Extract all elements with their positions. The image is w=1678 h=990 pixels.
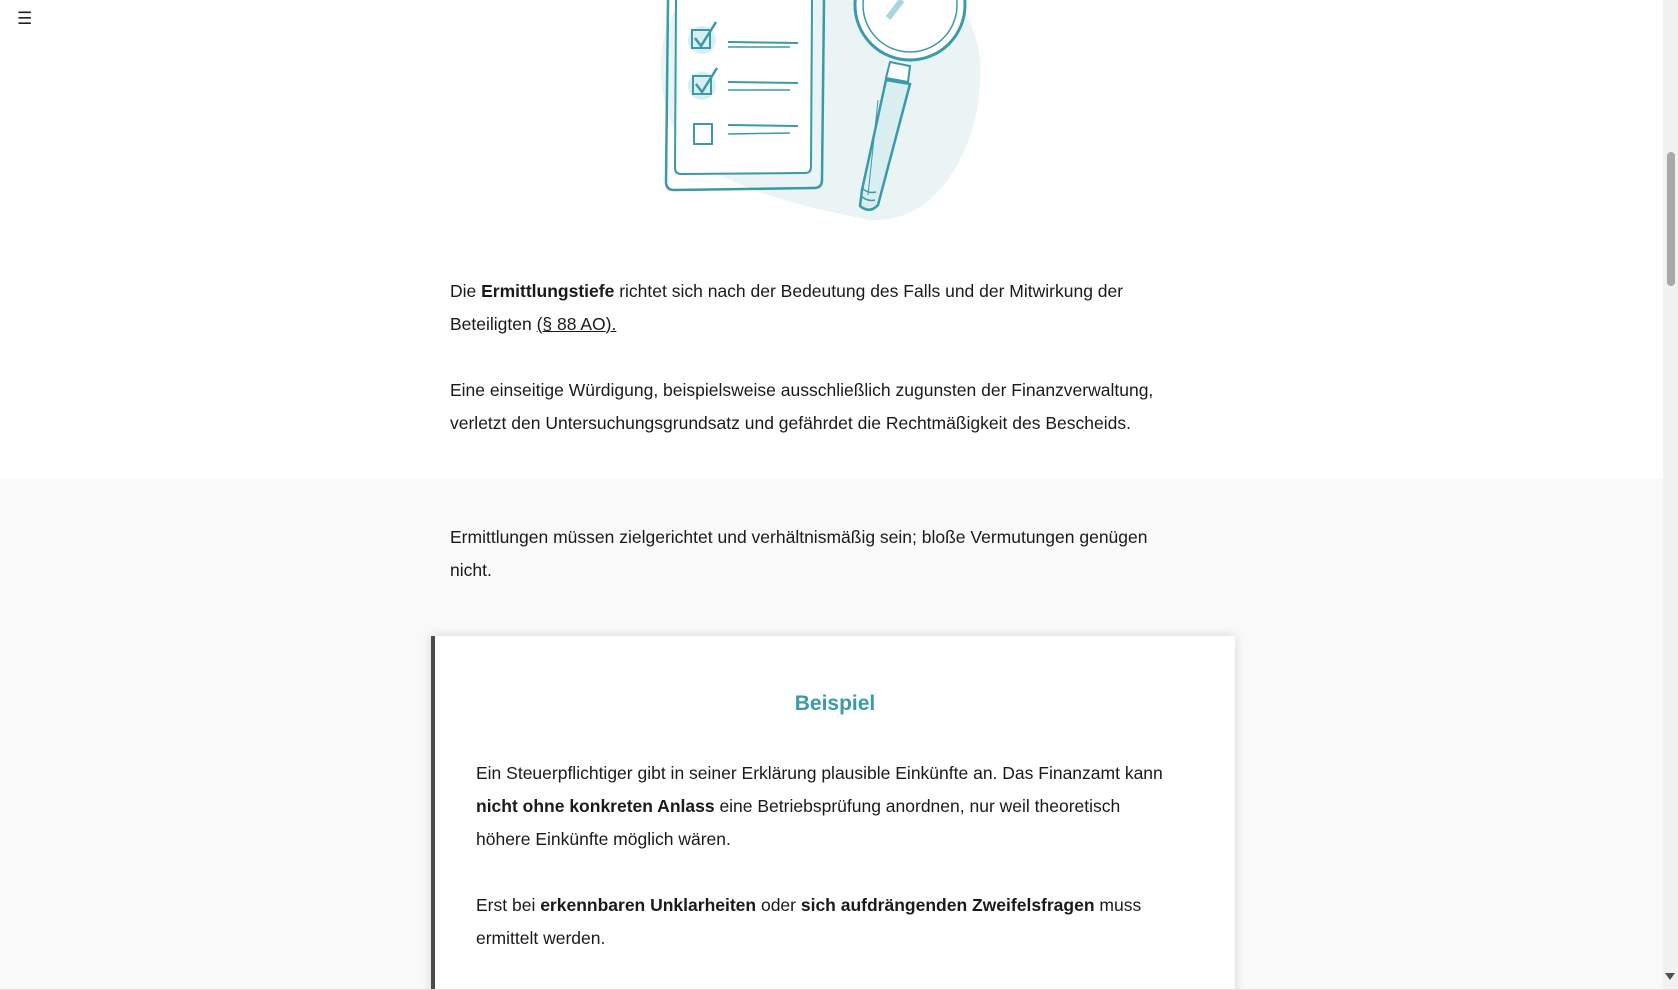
link-paren-open: (: [536, 314, 543, 334]
link-88-ao[interactable]: [537, 314, 617, 334]
text: muss ermittelt werden.: [476, 895, 1142, 948]
bold-erkennbare-unklarheiten: erkennbaren Unklarheiten: [540, 895, 757, 915]
text: eine Betriebsprüfung anordnen, nur weil theoretisch höhere Einkünfte möglich wären.: [476, 796, 1121, 849]
example-title: Beispiel: [794, 692, 876, 715]
text: Die: [450, 281, 482, 301]
paragraph-einseitige-wuerdigung: Eine einseitige Würdigung, beispielsweise ausschließlich zugunsten der Finanzverwaltung, verletzt den Untersuchungsgrundsatz und gefährdet die Rechtmäßigkeit des Bescheids.: [450, 380, 1154, 433]
link-paren-close: ).: [605, 314, 617, 334]
paragraph-ermittlungen: Ermittlungen müssen zielgerichtet und verhältnismäßig sein; bloße Vermutungen genügen nicht.: [450, 527, 1148, 580]
vertical-scrollbar[interactable]: [1663, 0, 1678, 990]
hamburger-menu-icon[interactable]: ☰: [17, 9, 33, 29]
scroll-down-arrow-icon[interactable]: [1665, 973, 1675, 980]
link-text: § 88 AO: [542, 314, 606, 334]
paragraph-ermittlungstiefe: [450, 275, 1190, 341]
bold-nicht-ohne-anlass: nicht ohne konkreten Anlass: [476, 796, 715, 816]
scrollbar-thumb[interactable]: [1667, 152, 1675, 286]
checklist-magnifier-illustration: [640, 0, 1010, 225]
content-section-white: [0, 0, 1663, 479]
text: Ein Steuerpflichtiger gibt in seiner Erklärung plausible Einkünfte an. Das Finanzamt kann: [476, 763, 1163, 783]
example-paragraph-2: [476, 889, 1176, 955]
text: oder: [756, 895, 801, 915]
text: Erst bei: [476, 895, 541, 915]
bold-ermittlungstiefe: Ermittlungstiefe: [481, 281, 615, 301]
example-paragraph-1: [476, 757, 1166, 856]
text: richtet sich nach der Bedeutung des Falls und der Mitwirkung der Beteiligten: [450, 281, 1124, 334]
bold-zweifelsfragen: sich aufdrängenden Zweifelsfragen: [800, 895, 1095, 915]
